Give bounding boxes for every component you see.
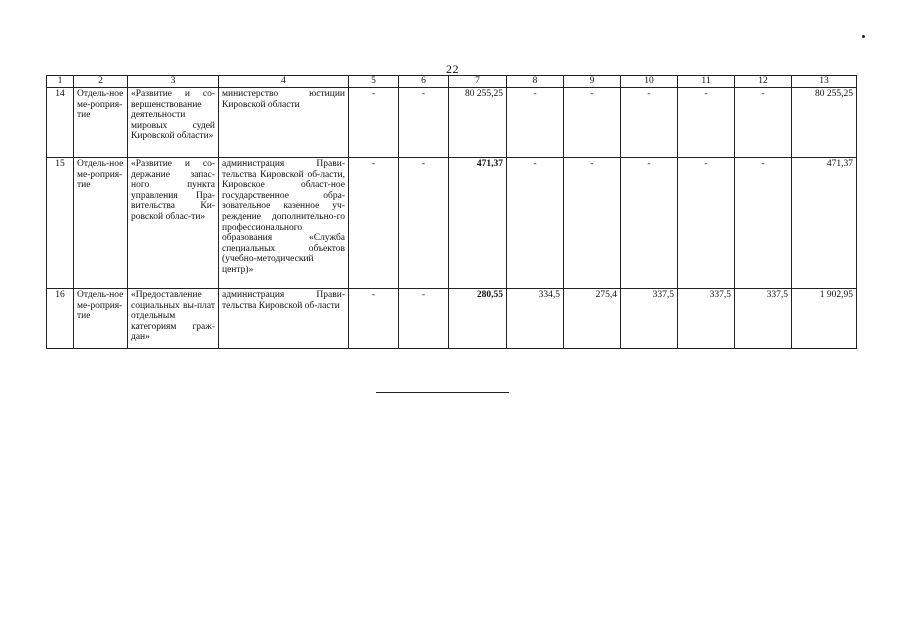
row-type: Отдель-ное ме-роприя-тие <box>74 289 128 349</box>
cell-col7: 80 255,25 <box>449 88 507 158</box>
cell-col9: 275,4 <box>564 289 621 349</box>
header-cell: 11 <box>678 76 735 88</box>
cell-col11: - <box>678 158 735 289</box>
header-cell: 13 <box>792 76 857 88</box>
cell-col8: - <box>507 158 564 289</box>
cell-col5: - <box>349 289 399 349</box>
cell-col12: - <box>735 88 792 158</box>
cell-col12: - <box>735 158 792 289</box>
table-row <box>47 88 857 158</box>
cell-col6: - <box>399 158 449 289</box>
cell-col11: - <box>678 88 735 158</box>
header-cell: 9 <box>564 76 621 88</box>
row-number: 16 <box>47 289 74 349</box>
table-row <box>47 289 857 349</box>
row-number: 14 <box>47 88 74 158</box>
header-cell: 1 <box>47 76 74 88</box>
cell-col11: 337,5 <box>678 289 735 349</box>
page-number: 22 <box>446 62 459 76</box>
row-executor: администрация Прави-тельства Кировской об-ласти, Кировское област-ное государственное обра-зовательное казенное уч-реждение дополнительно-го профессионального образования «Служба специальных объектов (учебно-методический центр)» <box>219 158 349 289</box>
cell-col8: 334,5 <box>507 289 564 349</box>
header-cell: 7 <box>449 76 507 88</box>
row-name: «Предоставление социальных вы-плат отдельным категориям граж-дан» <box>128 289 219 349</box>
table-row <box>47 158 857 289</box>
row-name: «Развитие и со-вершенствование деятельности мировых судей Кировской области» <box>128 88 219 158</box>
scan-speck <box>862 35 865 38</box>
row-number: 15 <box>47 158 74 289</box>
header-cell: 10 <box>621 76 678 88</box>
cell-col13: 80 255,25 <box>792 88 857 158</box>
header-cell: 3 <box>128 76 219 88</box>
cell-col13: 471,37 <box>792 158 857 289</box>
cell-col10: 337,5 <box>621 289 678 349</box>
header-cell: 6 <box>399 76 449 88</box>
cell-col6: - <box>399 289 449 349</box>
header-cell: 8 <box>507 76 564 88</box>
cell-col10: - <box>621 88 678 158</box>
cell-col12: 337,5 <box>735 289 792 349</box>
header-row <box>47 76 857 88</box>
cell-col7: 471,37 <box>449 158 507 289</box>
cell-col8: - <box>507 88 564 158</box>
row-executor: министерство юстиции Кировской области <box>219 88 349 158</box>
header-cell: 2 <box>74 76 128 88</box>
header-cell: 4 <box>219 76 349 88</box>
cell-col6: - <box>399 88 449 158</box>
header-cell: 12 <box>735 76 792 88</box>
cell-col10: - <box>621 158 678 289</box>
row-executor: администрация Прави-тельства Кировской об-ласти <box>219 289 349 349</box>
cell-col13: 1 902,95 <box>792 289 857 349</box>
cell-col5: - <box>349 158 399 289</box>
cell-col5: - <box>349 88 399 158</box>
cell-col7: 280,55 <box>449 289 507 349</box>
header-cell: 5 <box>349 76 399 88</box>
cell-col9: - <box>564 88 621 158</box>
cell-col9: - <box>564 158 621 289</box>
budget-table <box>46 75 857 349</box>
closing-rule <box>376 392 509 393</box>
row-type: Отдель-ное ме-роприя-тие <box>74 88 128 158</box>
row-type: Отдель-ное ме-роприя-тие <box>74 158 128 289</box>
row-name: «Развитие и со-держание запас-ного пункта управления Пра-вительства Ки-ровской облас-ти» <box>128 158 219 289</box>
